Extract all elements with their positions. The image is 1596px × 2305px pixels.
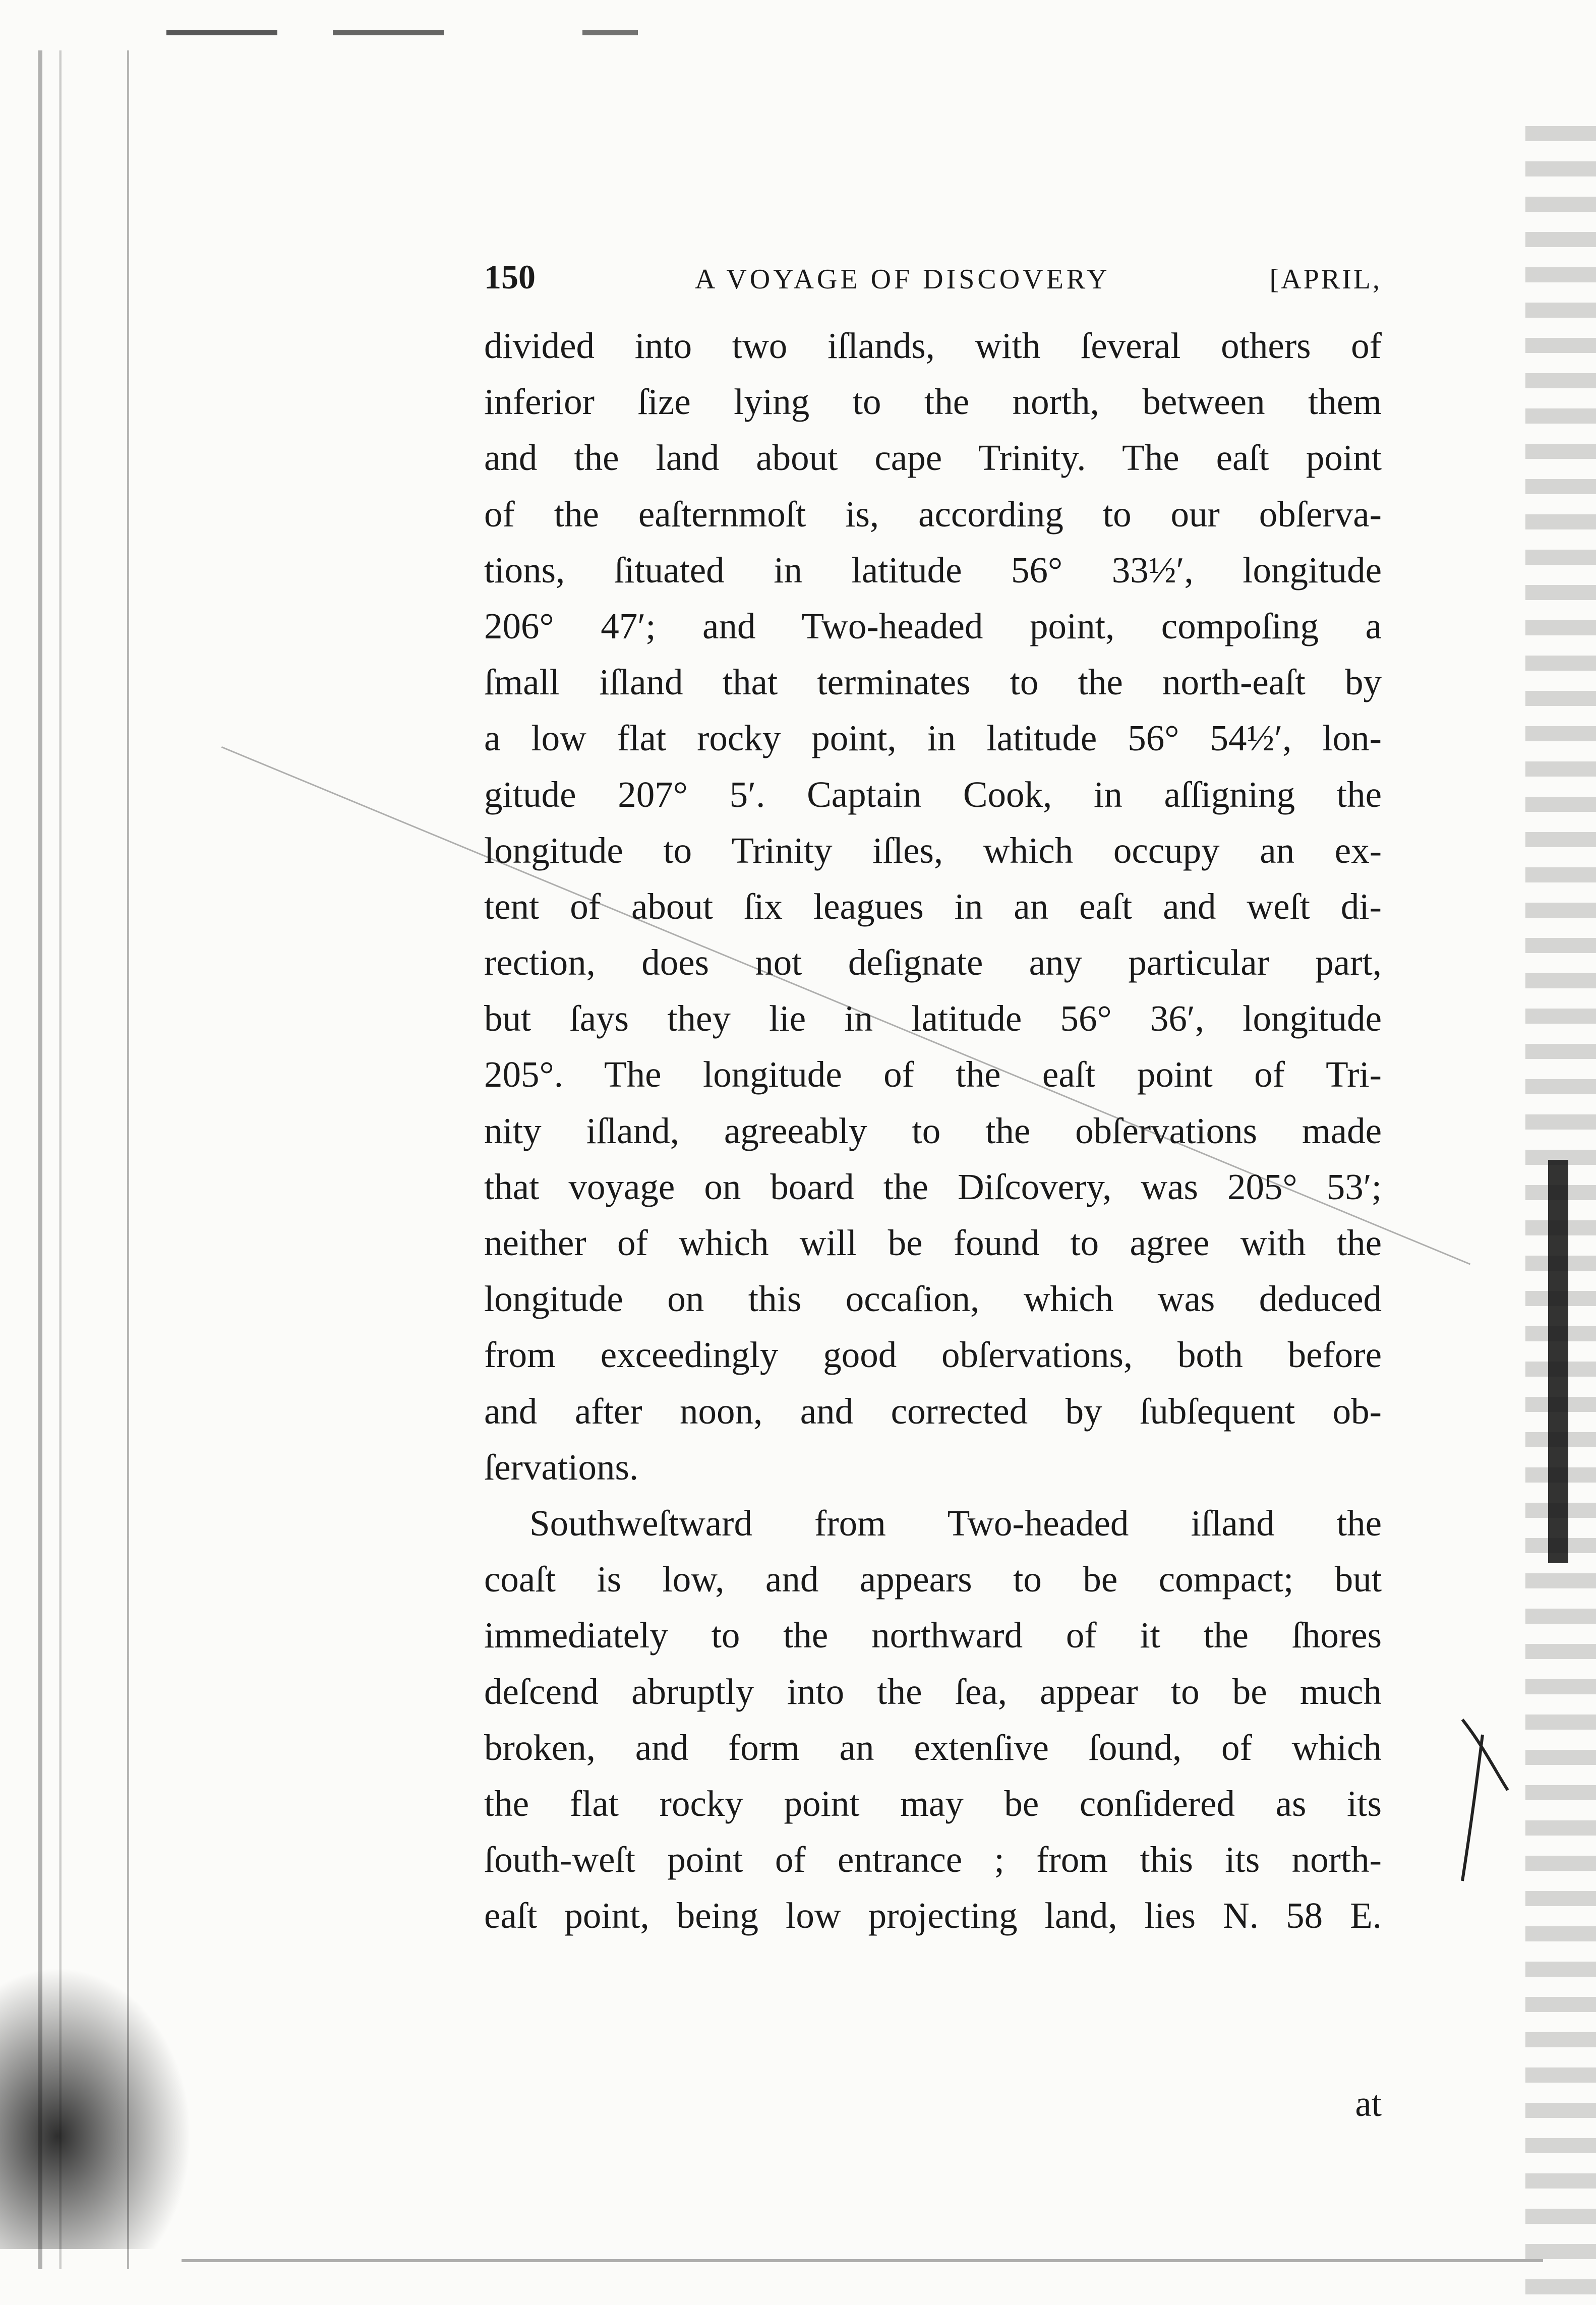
scan-artifact-right-bar <box>1548 1160 1568 1563</box>
text-line: 206° 47′; and Two-headed point, compoſing a <box>484 605 1382 646</box>
body-text <box>484 318 1382 1943</box>
paragraph <box>484 1495 1382 1944</box>
text-line: of the eaſternmoſt is, according to our obſerva- <box>484 493 1382 535</box>
text-line: tent of about ſix leagues in an eaſt and weſt di- <box>484 885 1382 927</box>
text-line: ſmall iſland that terminates to the north-eaſt by <box>484 662 1382 703</box>
text-line: longitude to Trinity iſles, which occupy an ex- <box>484 830 1382 871</box>
text-line: deſcend abruptly into the ſea, appear to be much <box>484 1671 1382 1712</box>
running-header <box>484 257 1382 303</box>
text-line: rection, does not deſignate any particular part, <box>484 942 1382 983</box>
text-line: and the land about cape Trinity. The eaſt point <box>484 437 1382 479</box>
text-line: immediately to the northward of it the ſhores <box>484 1615 1382 1656</box>
text-line: longitude on this occaſion, which was deduced <box>484 1278 1382 1320</box>
text-line: eaſt point, being low projecting land, lies N. 58 E. <box>484 1895 1382 1936</box>
text-line: gitude 207° 5′. Captain Cook, in aſſigning the <box>484 774 1382 815</box>
text-line: a low flat rocky point, in latitude 56° 54½′, lon- <box>484 718 1382 759</box>
catchword: at <box>1355 2083 1382 2124</box>
text-line: inferior ſize lying to the north, between them <box>484 381 1382 423</box>
text-line: tions, ſituated in latitude 56° 33½′, longitude <box>484 549 1382 590</box>
scan-artifact-left-edge <box>0 50 212 2269</box>
text-line: broken, and form an extenſive ſound, of which <box>484 1727 1382 1768</box>
running-title: A VOYAGE OF DISCOVERY <box>695 264 1110 295</box>
scan-artifact-top <box>166 30 1553 35</box>
text-line: nity iſland, agreeably to the obſervations made <box>484 1110 1382 1151</box>
text-line: from exceedingly good obſervations, both before <box>484 1334 1382 1376</box>
page-number: 150 <box>484 258 536 296</box>
text-line: and after noon, and corrected by ſubſequent ob- <box>484 1390 1382 1432</box>
text-line: coaſt is low, and appears to be compact; but <box>484 1559 1382 1600</box>
scan-artifact-bottom <box>182 2259 1543 2262</box>
text-line: but ſays they lie in latitude 56° 36′, longitude <box>484 998 1382 1039</box>
text-line: Southweſtward from Two-headed iſland the <box>529 1502 1382 1544</box>
paragraph <box>484 318 1382 1495</box>
text-line: that voyage on board the Diſcovery, was 205° 53′; <box>484 1166 1382 1207</box>
text-line: neither of which will be found to agree with the <box>484 1222 1382 1263</box>
text-line: ſervations. <box>484 1446 639 1488</box>
running-month: [APRIL, <box>1269 264 1382 295</box>
text-line: the flat rocky point may be conſidered as its <box>484 1783 1382 1824</box>
margin-hair-mark <box>1452 1715 1513 1886</box>
text-line: divided into two iſlands, with ſeveral others of <box>484 325 1382 366</box>
scan-artifact-left-shadow <box>0 1967 192 2249</box>
text-line: ſouth-weſt point of entrance ; from this its north- <box>484 1839 1382 1880</box>
text-line: 205°. The longitude of the eaſt point of Tri- <box>484 1054 1382 1095</box>
